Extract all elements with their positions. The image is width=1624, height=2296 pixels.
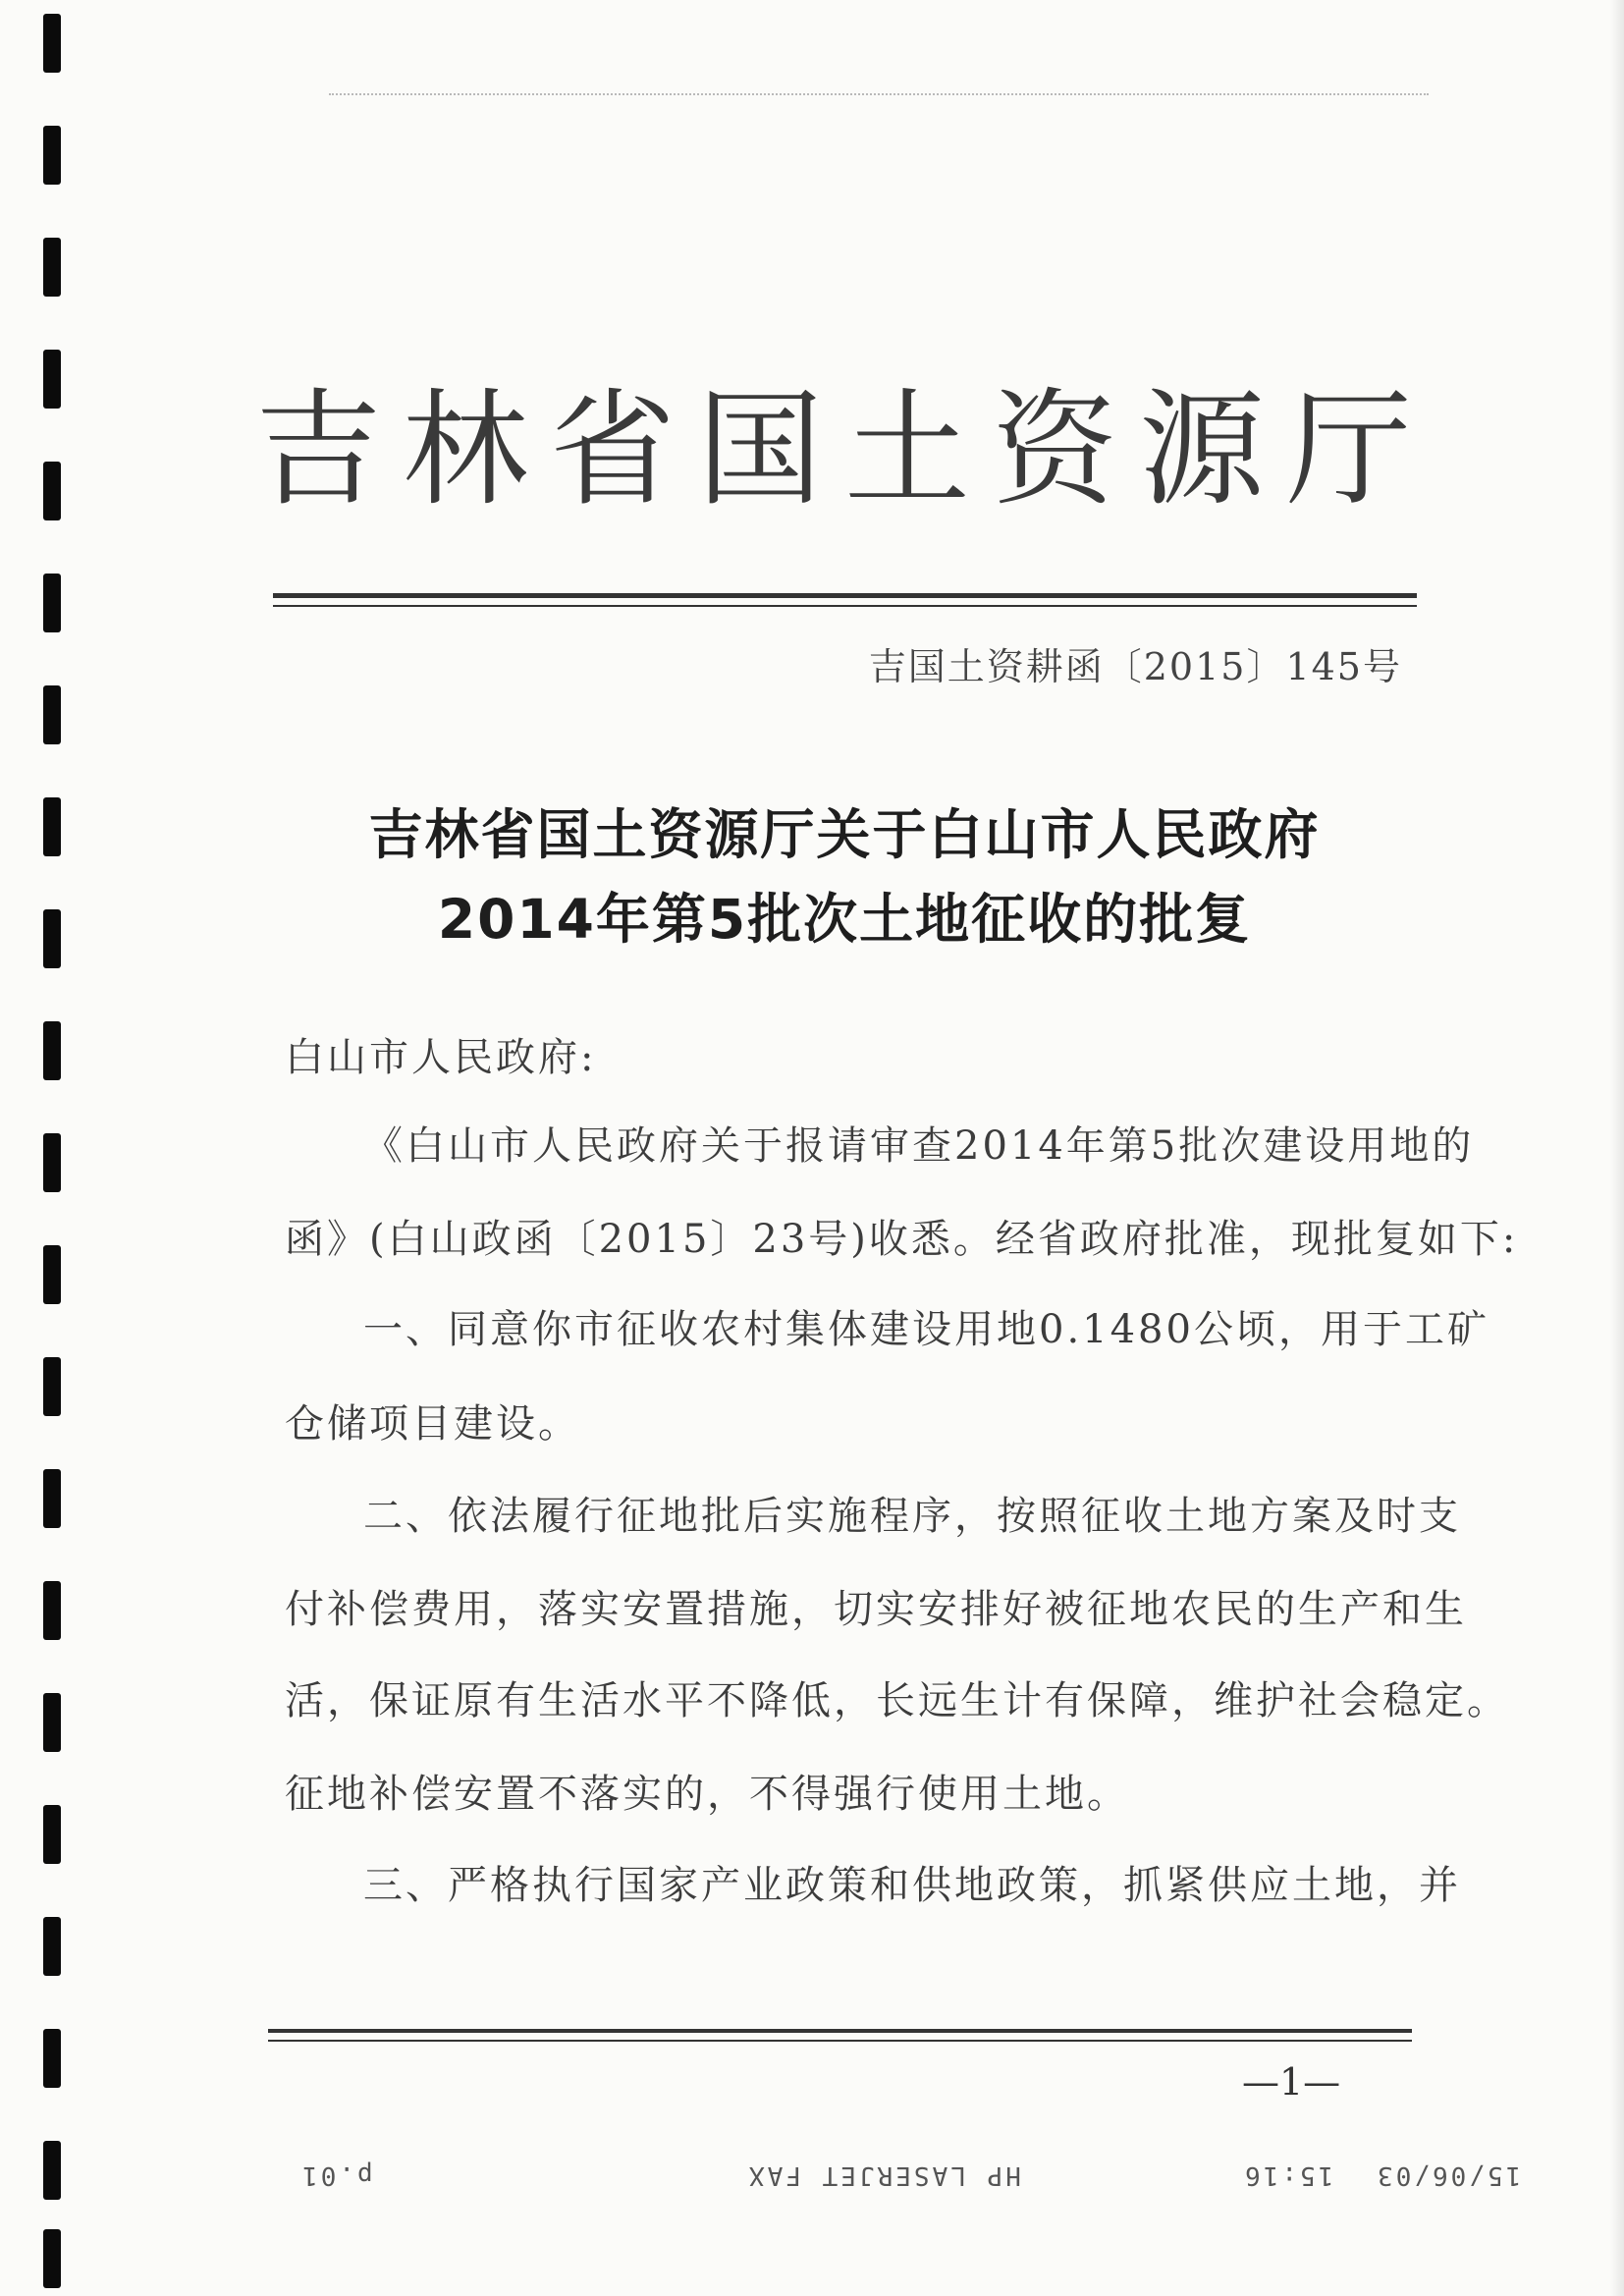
- binding-mark: [43, 2141, 61, 2200]
- body-line: 二、依法履行征地批后实施程序，按照征收土地方案及时支: [363, 1494, 1461, 1539]
- binding-mark: [43, 797, 61, 856]
- document-number: 吉国土资耕函〔2015〕145号: [868, 645, 1402, 688]
- binding-mark: [43, 685, 61, 744]
- binding-mark: [43, 2029, 61, 2088]
- binding-holes: [43, 0, 63, 2296]
- binding-mark: [43, 1917, 61, 1976]
- body-line: 活，保证原有生活水平不降低，长远生计有保障，维护社会稳定。: [285, 1678, 1509, 1723]
- page-edge-shadow: [1610, 0, 1624, 2296]
- document-title-line2: 2014年第5批次土地征收的批复: [437, 888, 1252, 951]
- fax-date-label: 15/06/03: [1375, 2160, 1522, 2190]
- body-line: 三、严格执行国家产业政策和供地政策，抓紧供应土地，并: [363, 1863, 1461, 1908]
- binding-mark: [43, 1357, 61, 1416]
- binding-mark: [43, 574, 61, 632]
- body-line: 函》(白山政函〔2015〕23号)收悉。经省政府批准，现批复如下:: [285, 1217, 1519, 1262]
- document-title-line1: 吉林省国土资源厅关于白山市人民政府: [368, 803, 1321, 866]
- binding-mark: [43, 1469, 61, 1528]
- binding-mark: [43, 462, 61, 520]
- binding-mark: [43, 2229, 61, 2288]
- scan-dotted-line: [329, 93, 1429, 95]
- binding-mark: [43, 1805, 61, 1864]
- body-line: 《白山市人民政府关于报请审查2014年第5批次建设用地的: [363, 1123, 1475, 1169]
- header-rule: [273, 593, 1417, 598]
- body-line: 征地补偿安置不落实的，不得强行使用土地。: [285, 1772, 1129, 1817]
- header-rule-thin: [273, 605, 1417, 607]
- agency-letterhead: 吉林省国土资源厅: [255, 377, 1435, 523]
- binding-mark: [43, 14, 61, 73]
- footer-rule: [268, 2029, 1412, 2033]
- footer-rule-thin: [268, 2040, 1412, 2042]
- salutation: 白山市人民政府:: [285, 1035, 597, 1080]
- body-line: 仓储项目建设。: [285, 1401, 580, 1447]
- binding-mark: [43, 1245, 61, 1304]
- binding-mark: [43, 1021, 61, 1080]
- binding-mark: [43, 1693, 61, 1752]
- fax-device-label: HP LASERJET FAX: [746, 2160, 1021, 2190]
- binding-mark: [43, 909, 61, 968]
- binding-mark: [43, 1133, 61, 1192]
- fax-page-label: p.01: [299, 2160, 373, 2190]
- binding-mark: [43, 1581, 61, 1640]
- binding-mark: [43, 350, 61, 409]
- binding-mark: [43, 126, 61, 185]
- fax-time-label: 15:16: [1242, 2160, 1334, 2190]
- body-line: 一、同意你市征收农村集体建设用地0.1480公顷，用于工矿: [363, 1307, 1489, 1352]
- body-line: 付补偿费用，落实安置措施，切实安排好被征地农民的生产和生: [285, 1587, 1467, 1632]
- page-number: —1—: [1242, 2060, 1341, 2104]
- binding-mark: [43, 238, 61, 297]
